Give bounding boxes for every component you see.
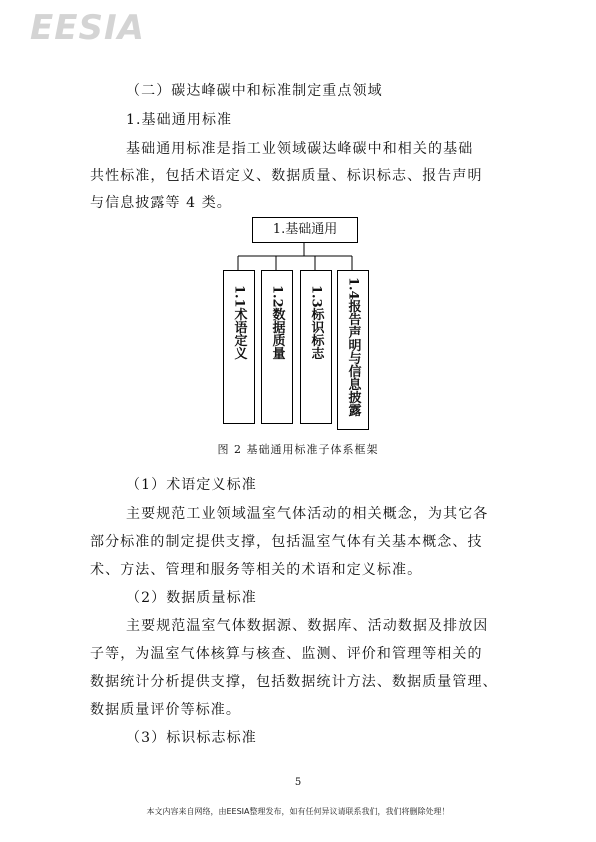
diagram-node-reporting: [337, 270, 369, 430]
figure-caption: 图 2 基础通用标准子体系框架: [217, 443, 379, 456]
diagram-node-reporting-label: 1.4报告声明与信息披露: [345, 277, 361, 417]
diagram-root-node: 1.基础通用: [252, 217, 358, 243]
page-number: 5: [294, 777, 302, 788]
section-heading: （二）碳达峰碳中和标准制定重点领域: [126, 83, 383, 99]
item-2-title: （2）数据质量标准: [126, 590, 257, 606]
item-1-line-3: 术、方法、管理和服务等相关的术语和定义标准。: [90, 562, 423, 578]
item-2-line-1: 主要规范温室气体数据源、数据库、活动数据及排放因: [126, 618, 489, 634]
diagram-node-labels-label: 1.3标识标志: [308, 285, 324, 360]
footer-disclaimer: 本文内容来自网络，由EESIA整理发布，如有任何异议请联系我们，我们将删除处理！: [146, 807, 450, 816]
eesia-logo: EESIA: [30, 8, 145, 48]
intro-line-1: 基础通用标准是指工业领域碳达峰碳中和相关的基础: [126, 141, 474, 157]
item-3-title: （3）标识标志标准: [126, 730, 257, 746]
item-2-line-3: 数据统计分析提供支撑，包括数据统计方法、数据质量管理、: [90, 674, 498, 690]
diagram-node-data-quality: [261, 270, 293, 424]
item-2-line-4: 数据质量评价等标准。: [90, 702, 241, 718]
diagram-node-terms-label: 1.1术语定义: [231, 285, 247, 360]
item-1-line-2: 部分标准的制定提供支撑，包括温室气体有关基本概念、技: [90, 534, 483, 550]
diagram-node-labels: [300, 270, 332, 424]
diagram-node-data-quality-label: 1.2数据质量: [269, 285, 285, 360]
subheading: 1.基础通用标准: [126, 112, 233, 128]
item-1-title: （1）术语定义标准: [126, 477, 257, 493]
item-2-line-2: 子等，为温室气体核算与核查、监测、评价和管理等相关的: [90, 646, 483, 662]
intro-line-2: 共性标准，包括术语定义、数据质量、标识标志、报告声明: [90, 168, 483, 184]
diagram-node-terms: [223, 270, 255, 424]
intro-line-3: 与信息披露等 4 类。: [90, 195, 232, 211]
item-1-line-1: 主要规范工业领域温室气体活动的相关概念，为其它各: [126, 506, 489, 522]
